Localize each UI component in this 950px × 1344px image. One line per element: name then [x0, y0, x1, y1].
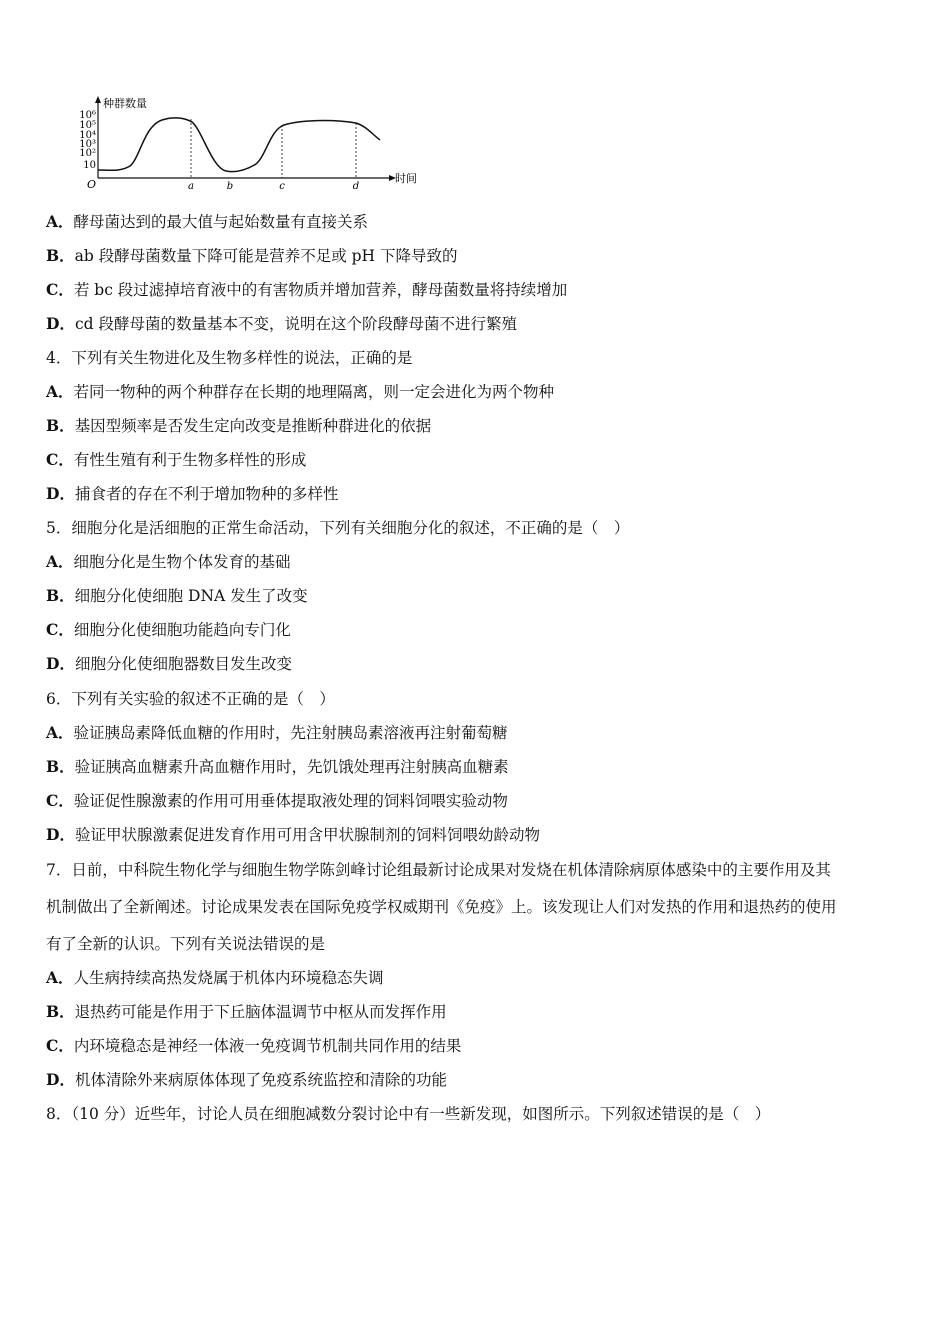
option-letter: A． — [46, 723, 74, 742]
y-tick-label: 10⁶ — [79, 110, 96, 121]
question-7-stem-line-3: 有了全新的认识。下列有关说法错误的是 — [46, 935, 326, 953]
y-tick-label: 10 — [83, 160, 96, 171]
option-letter: B． — [46, 1002, 75, 1021]
option-letter: C． — [46, 280, 74, 299]
q5-option-a: A．细胞分化是生物个体发育的基础 — [46, 552, 291, 571]
question-8-stem: 8．（10 分）近些年，讨论人员在细胞减数分裂讨论中有一些新发现，如图所示。下列叙述错误的是（ ） — [46, 1105, 771, 1123]
option-letter: D． — [46, 825, 75, 844]
q7-option-c: C．内环境稳态是神经一体液一免疫调节机制共同作用的结果 — [46, 1036, 462, 1055]
option-letter: C． — [46, 791, 74, 810]
x-axis-label: 时间 — [395, 172, 417, 185]
y-tick-label: 10³ — [79, 139, 96, 150]
q4-option-a: A．若同一物种的两个种群存在长期的地理隔离，则一定会进化为两个物种 — [46, 382, 555, 401]
y-tick-label: 10² — [79, 148, 96, 159]
x-tick-label-a: a — [188, 181, 194, 192]
y-tick-label: 10⁵ — [79, 120, 96, 131]
q4-option-c: C．有性生殖有利于生物多样性的形成 — [46, 450, 307, 469]
x-tick-label-c: c — [279, 181, 285, 192]
y-axis-arrow — [95, 96, 101, 103]
population-chart — [70, 92, 430, 196]
q3-option-b: B．ab 段酵母菌数量下降可能是营养不足或 pH 下降导致的 — [46, 246, 458, 265]
question-5-stem: 5．细胞分化是活细胞的正常生命活动，下列有关细胞分化的叙述，不正确的是（ ） — [46, 519, 630, 537]
q6-option-d: D．验证甲状腺激素促进发育作用可用含甲状腺制剂的饲料饲喂幼龄动物 — [46, 825, 540, 844]
y-tick-labels — [79, 110, 96, 171]
q7-option-d: D．机体清除外来病原体体现了免疫系统监控和清除的功能 — [46, 1070, 447, 1089]
option-letter: C． — [46, 450, 74, 469]
option-letter: A． — [46, 968, 74, 987]
q3-option-c: C．若 bc 段过滤掉培育液中的有害物质并增加营养，酵母菌数量将持续增加 — [46, 280, 568, 299]
option-letter: D． — [46, 1070, 75, 1089]
option-letter: D． — [46, 654, 75, 673]
q3-option-a: A．酵母菌达到的最大值与起始数量有直接关系 — [46, 212, 369, 231]
option-letter: B． — [46, 586, 75, 605]
option-letter: D． — [46, 314, 75, 333]
q3-option-d: D．cd 段酵母菌的数量基本不变，说明在这个阶段酵母菌不进行繁殖 — [46, 314, 517, 333]
question-7-stem-line-2: 机制做出了全新阐述。讨论成果发表在国际免疫学权威期刊《免疫》上。该发现让人们对发热的作用和退热药的使用 — [46, 898, 837, 916]
x-tick-label-b: b — [226, 181, 234, 192]
q5-option-c: C．细胞分化使细胞功能趋向专门化 — [46, 620, 291, 639]
option-letter: A． — [46, 382, 74, 401]
q4-option-b: B．基因型频率是否发生定向改变是推断种群进化的依据 — [46, 416, 432, 435]
origin-label: O — [87, 178, 97, 191]
q6-option-c: C．验证促性腺激素的作用可用垂体提取液处理的饲料饲喂实验动物 — [46, 791, 508, 810]
y-tick-label: 10⁴ — [79, 130, 96, 141]
question-6-stem: 6．下列有关实验的叙述不正确的是（ ） — [46, 690, 335, 708]
option-letter: B． — [46, 757, 75, 776]
q6-option-b: B．验证胰高血糖素升高血糖作用时，先饥饿处理再注射胰高血糖素 — [46, 757, 509, 776]
q7-option-b: B．退热药可能是作用于下丘脑体温调节中枢从而发挥作用 — [46, 1002, 447, 1021]
q5-option-b: B．细胞分化使细胞 DNA 发生了改变 — [46, 586, 308, 605]
option-letter: C． — [46, 1036, 74, 1055]
population-chart-svg — [70, 92, 430, 196]
option-letter: A． — [46, 552, 74, 571]
option-letter: A． — [46, 212, 74, 231]
q6-option-a: A．验证胰岛素降低血糖的作用时，先注射胰岛素溶液再注射葡萄糖 — [46, 723, 508, 742]
option-letter: B． — [46, 416, 75, 435]
series-line — [98, 118, 380, 172]
x-tick-label-d: d — [352, 181, 360, 192]
option-letter: C． — [46, 620, 74, 639]
question-4-stem: 4．下列有关生物进化及生物多样性的说法，正确的是 — [46, 349, 413, 367]
q7-option-a: A．人生病持续高热发烧属于机体内环境稳态失调 — [46, 968, 384, 987]
q4-option-d: D．捕食者的存在不利于增加物种的多样性 — [46, 484, 339, 503]
option-letter: B． — [46, 246, 75, 265]
question-7-stem-line-1: 7．日前，中科院生物化学与细胞生物学陈剑峰讨论组最新讨论成果对发烧在机体清除病原体感染中的主要作用及其 — [46, 861, 831, 879]
option-letter: D． — [46, 484, 75, 503]
y-axis-label: 种群数量 — [103, 97, 147, 110]
q5-option-d: D．细胞分化使细胞器数目发生改变 — [46, 654, 292, 673]
x-tick-labels — [188, 181, 359, 192]
